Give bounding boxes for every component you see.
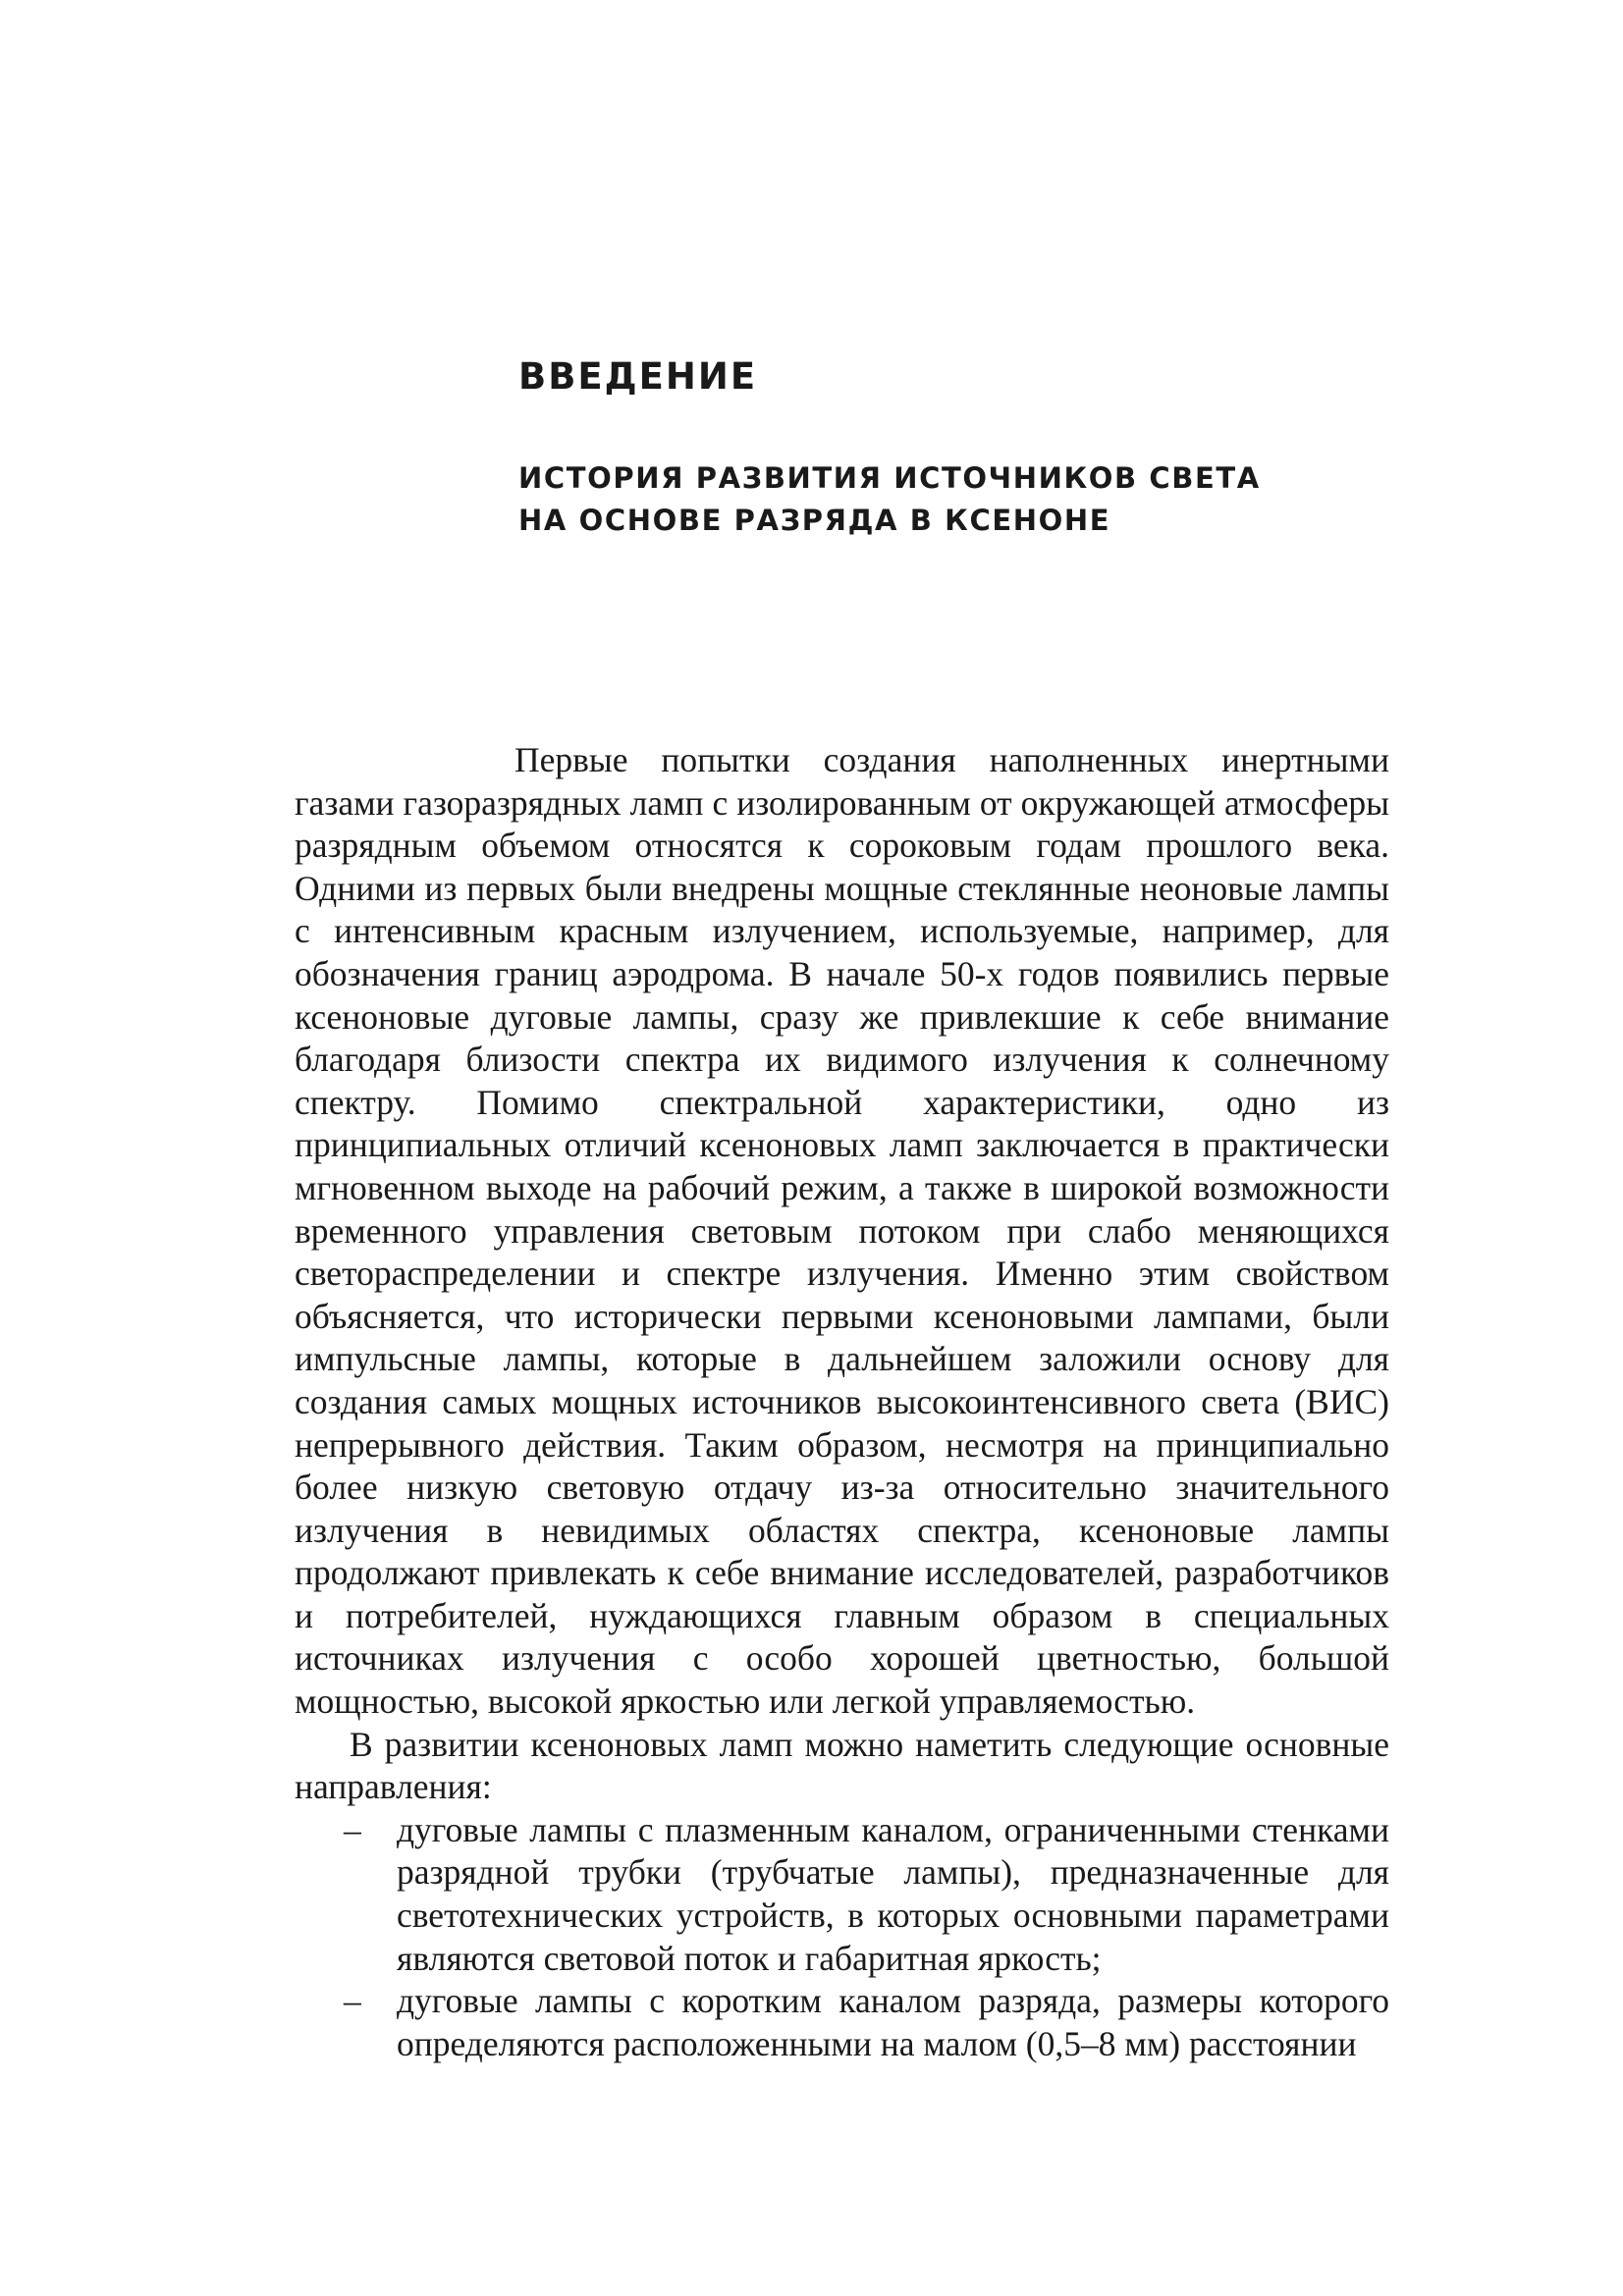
list-item [295,1809,1389,1980]
chapter-title: ВВЕДЕНИЕ [518,355,758,398]
list-dash: – [344,1981,361,2021]
list-item-text: дуговые лампы с коротким каналом разряда, размеры которого определяются расположенными на малом (0,5–8 мм) расстоянии [397,1981,1389,2063]
list-item-text: дуговые лампы с плазменным каналом, ограниченными стенками разрядной трубки (трубчатые лампы), предназначенные для светотехнических устройств, в которых основными параметрами являются световой поток и габаритная яркость; [397,1809,1389,1978]
section-title-line-2: НА ОСНОВЕ РАЗРЯДА В КСЕНОНЕ [518,504,1111,537]
body-text [295,739,1389,2065]
list-item [295,1980,1389,2065]
list-dash: – [344,1809,361,1849]
section-title [518,457,1261,542]
paragraph-intro: Первые попытки создания наполненных инертными газами газоразрядных ламп с изолированным от окружающей атмосферы разрядным объемом относятся к сороковым годам прошлого века. Одними из первых были внедрены мощные стеклянные неоновые лампы с интенсивным красным излучением, используемые, например, для обозначения границ аэродрома. В начале 50-х годов появились первые ксеноновые дуговые лампы, сразу же привлекшие к себе внимание благодаря близости спектра их видимого излучения к солнечному спектру. Помимо спектральной характеристики, одно из принципиальных отличий ксеноновых ламп заключается в практически мгновенном выходе на рабочий режим, а также в широкой возможности временного управления световым потоком при слабо меняющихся светораспределении и спектре излучения. Именно этим свойством объясняется, что исторически первыми ксеноновыми лампами, были импульсные лампы, которые в дальнейшем заложили основу для создания самых мощных источников высокоинтенсивного света (ВИС) непрерывного действия. Таким образом, несмотря на принципиально более низкую световую отдачу из-за относительно значительного излучения в невидимых областях спектра, ксеноновые лампы продолжают привлекать к себе внимание исследователей, разработчиков и потребителей, нуждающихся главным образом в специальных источниках излучения с особо хорошей цветностью, большой мощностью, высокой яркостью или легкой управляемостью. [295,740,1389,1722]
paragraph-directions: В развитии ксеноновых ламп можно наметить следующие основные направления: [295,1724,1389,1807]
section-title-line-1: ИСТОРИЯ РАЗВИТИЯ ИСТОЧНИКОВ СВЕТА [518,461,1261,495]
directions-list [295,1809,1389,2066]
